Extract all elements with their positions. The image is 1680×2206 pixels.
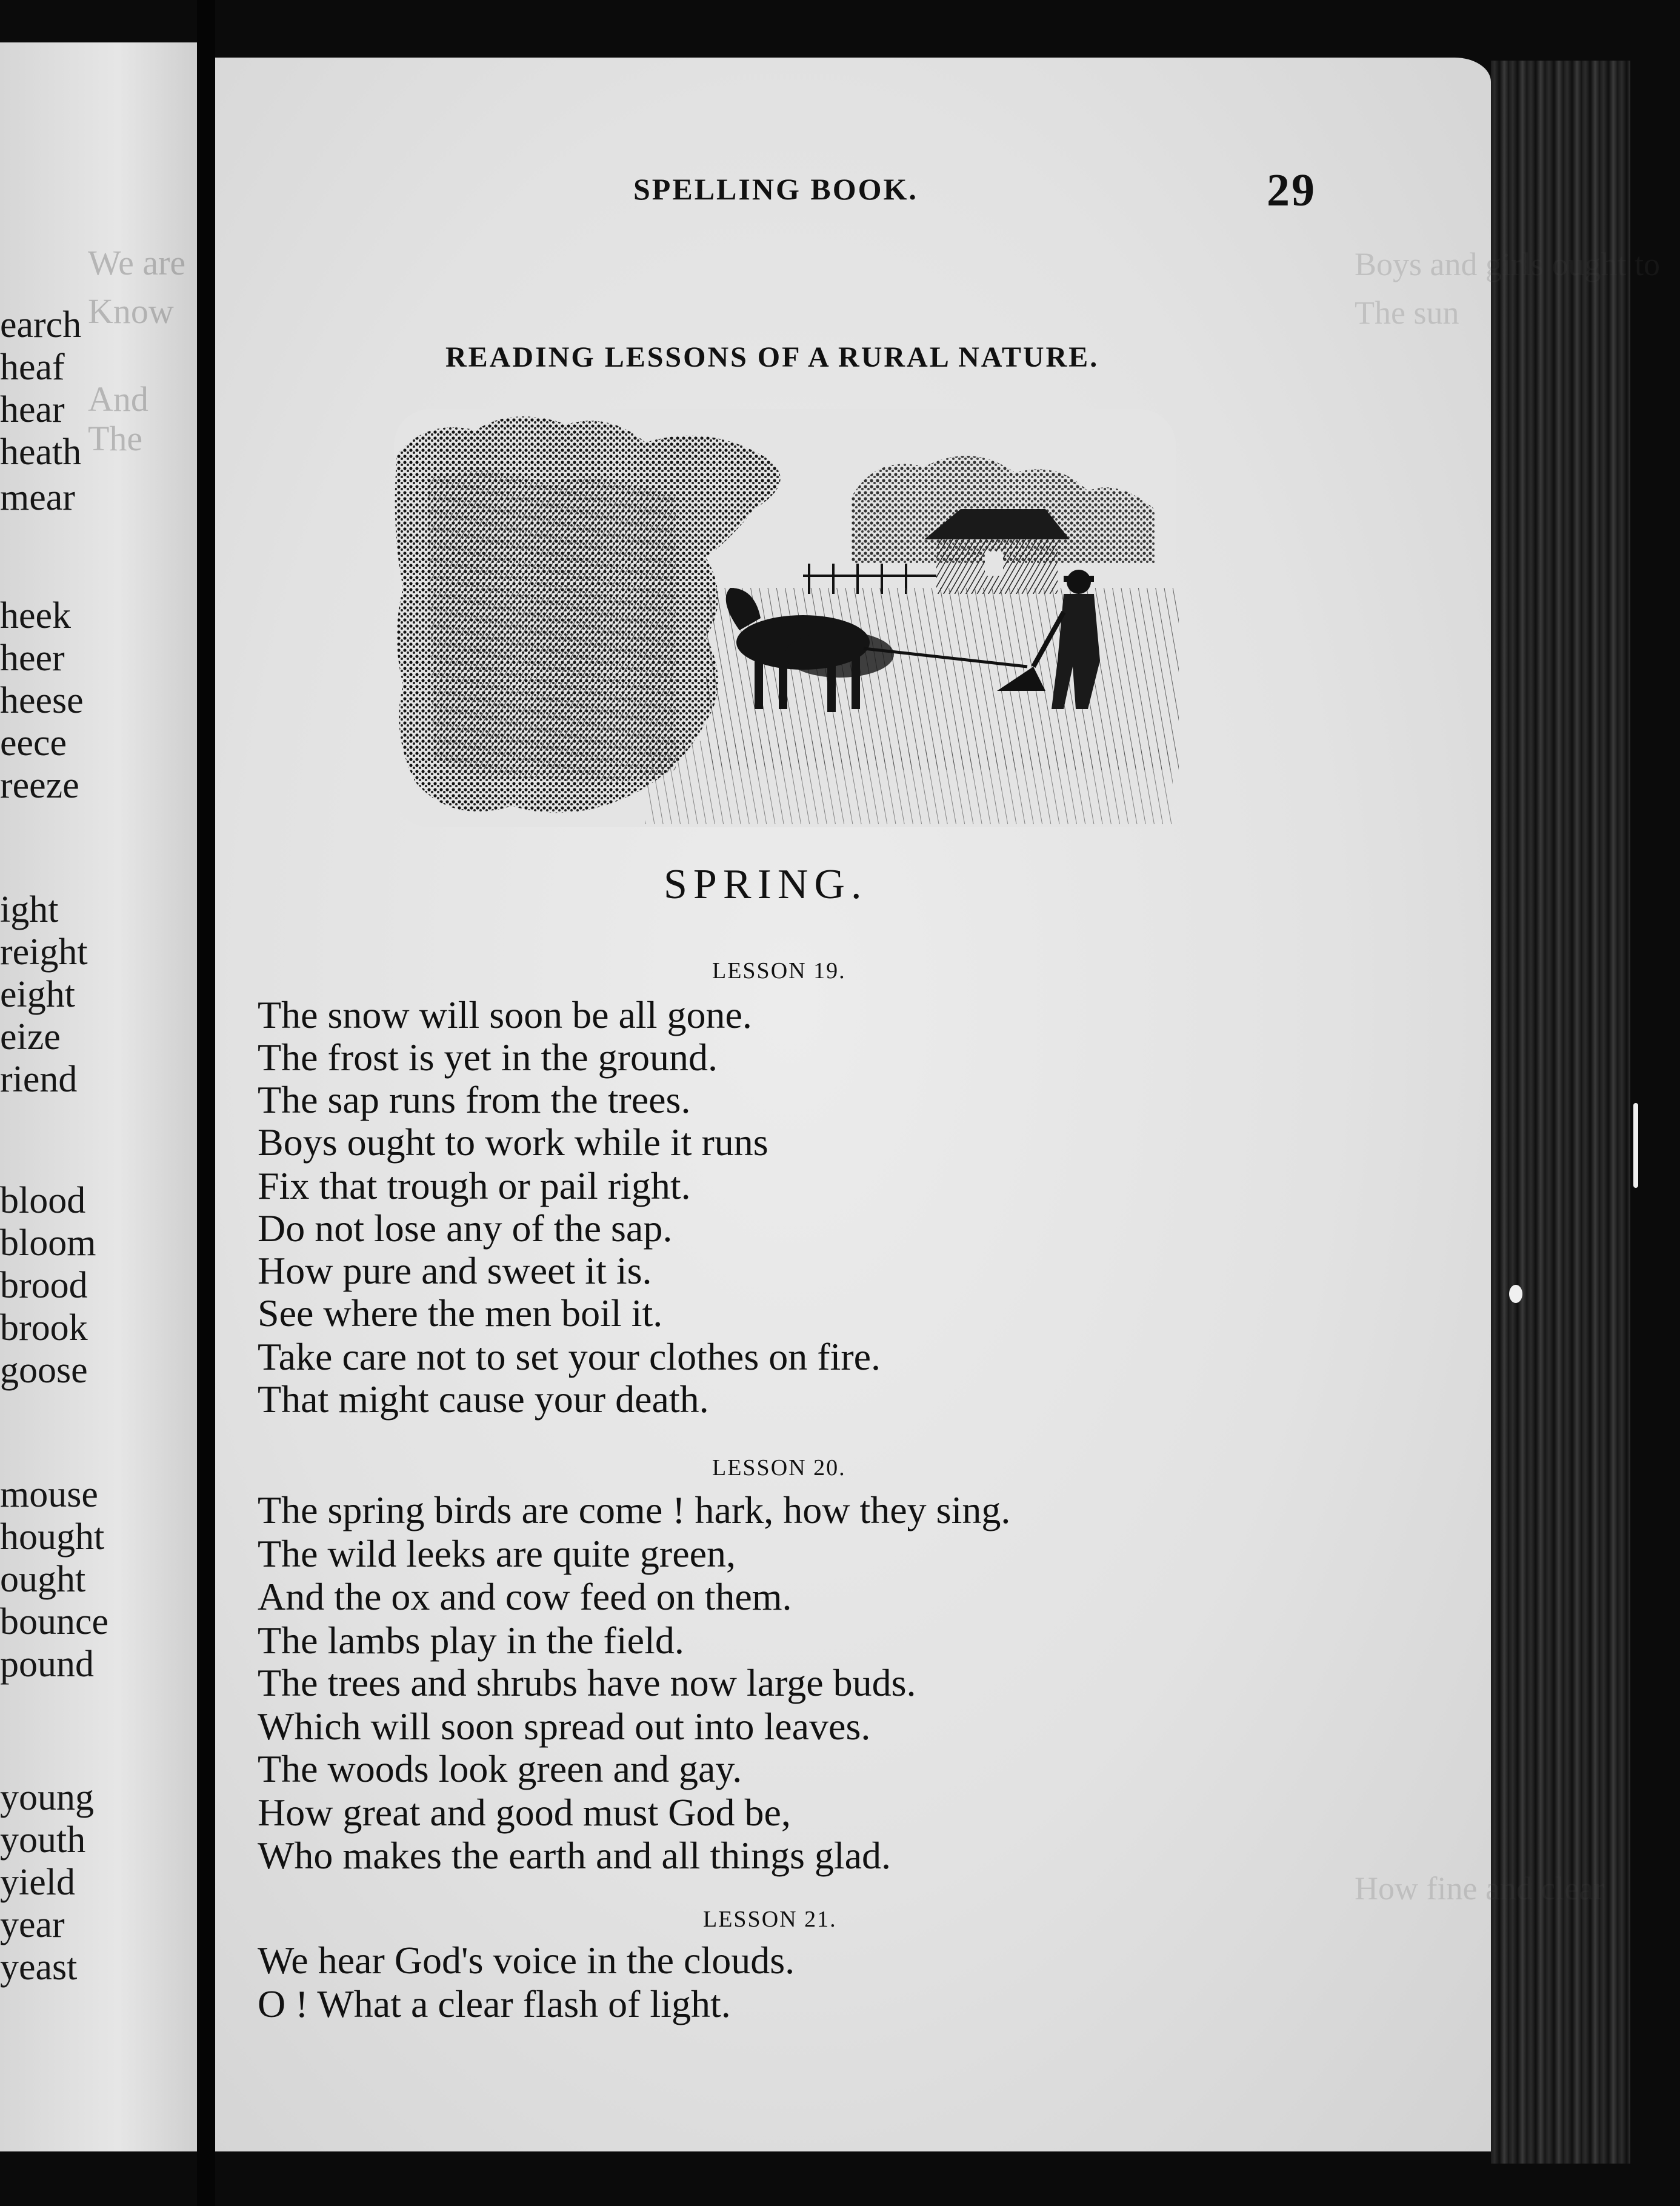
word-list-item: blood xyxy=(0,1180,86,1221)
word-list-item: eize xyxy=(0,1016,61,1058)
lesson-line: Take care not to set your clothes on fire. xyxy=(258,1335,881,1378)
lesson-line: The woods look green and gay. xyxy=(258,1747,742,1790)
word-list-item: young xyxy=(0,1777,94,1818)
show-through-text: The xyxy=(88,419,143,458)
lesson-heading: LESSON 19. xyxy=(712,958,846,984)
word-list-item: reight xyxy=(0,931,88,973)
lesson-line: The frost is yet in the ground. xyxy=(258,1036,718,1079)
word-list-item: youth xyxy=(0,1819,86,1861)
lesson-heading: LESSON 21. xyxy=(703,1907,837,1932)
word-list-item: earch xyxy=(0,304,82,345)
show-through-text: Boys and girls ought to xyxy=(1355,246,1661,282)
lesson-line: The sap runs from the trees. xyxy=(258,1078,691,1121)
word-list-item: pound xyxy=(0,1644,94,1685)
word-list-item: bounce xyxy=(0,1601,109,1642)
word-list-item: mouse xyxy=(0,1474,98,1515)
word-list-item: ight xyxy=(0,889,59,930)
word-list-item: hought xyxy=(0,1516,105,1558)
lesson-line: The snow will soon be all gone. xyxy=(258,993,752,1036)
word-list-item: year xyxy=(0,1904,65,1945)
lesson-line: That might cause your death. xyxy=(258,1378,709,1421)
show-through-text: And xyxy=(88,379,148,419)
lesson-line: We hear God's voice in the clouds. xyxy=(258,1939,795,1982)
previous-page-fragment xyxy=(0,42,197,2151)
book-gutter xyxy=(197,0,215,2206)
page-edges xyxy=(1491,61,1630,2164)
lesson-line: How great and good must God be, xyxy=(258,1791,791,1834)
lesson-line: Which will soon spread out into leaves. xyxy=(258,1705,871,1748)
word-list-item: bloom xyxy=(0,1222,96,1264)
word-list-item: reeze xyxy=(0,765,79,806)
engraving-plowing-scene-icon xyxy=(391,406,1179,830)
lesson-line: Fix that trough or pail right. xyxy=(258,1164,691,1207)
word-list-item: heer xyxy=(0,638,65,679)
paper-speck xyxy=(1633,1103,1638,1188)
show-through-text: The sun xyxy=(1355,295,1459,331)
word-list-item: goose xyxy=(0,1350,88,1391)
word-list-item: yeast xyxy=(0,1947,78,1988)
lesson-line: The wild leeks are quite green, xyxy=(258,1532,736,1575)
lesson-line: And the ox and cow feed on them. xyxy=(258,1575,792,1618)
word-list-item: ought xyxy=(0,1559,86,1600)
chapter-title: SPRING. xyxy=(664,861,868,908)
word-list-item: heek xyxy=(0,595,72,636)
word-list-item: mear xyxy=(0,477,75,518)
word-list-item: yield xyxy=(0,1862,75,1903)
book-page xyxy=(215,58,1661,2151)
word-list-item: heaf xyxy=(0,347,65,388)
word-list-item: eight xyxy=(0,974,75,1015)
lesson-line: The trees and shrubs have now large buds. xyxy=(258,1661,916,1704)
lesson-line: Boys ought to work while it runs xyxy=(258,1121,768,1164)
word-list-item: heath xyxy=(0,432,82,473)
lesson-line: The lambs play in the field. xyxy=(258,1619,684,1662)
word-list-item: brood xyxy=(0,1265,88,1306)
word-list-item: hear xyxy=(0,389,65,430)
lesson-line: O ! What a clear flash of light. xyxy=(258,1982,731,2025)
lesson-line: The spring birds are come ! hark, how they sing. xyxy=(258,1488,1011,1531)
lesson-line: How pure and sweet it is. xyxy=(258,1249,652,1292)
lesson-heading: LESSON 20. xyxy=(712,1455,846,1481)
word-list-item: eece xyxy=(0,722,67,764)
paper-speck xyxy=(1509,1285,1522,1303)
show-through-text: We are xyxy=(88,243,186,282)
lesson-line: See where the men boil it. xyxy=(258,1291,663,1335)
word-list-item: brook xyxy=(0,1307,88,1348)
page-number: 29 xyxy=(1267,165,1316,216)
running-head-title: SPELLING BOOK. xyxy=(633,172,918,206)
word-list-item: riend xyxy=(0,1059,78,1100)
lesson-line: Do not lose any of the sap. xyxy=(258,1207,673,1250)
section-title: READING LESSONS OF A RURAL NATURE. xyxy=(445,341,1099,373)
lesson-line: Who makes the earth and all things glad. xyxy=(258,1834,892,1877)
show-through-text: How fine and clear xyxy=(1355,1870,1605,1907)
word-list-item: heese xyxy=(0,680,84,721)
show-through-text: Know xyxy=(88,292,174,331)
